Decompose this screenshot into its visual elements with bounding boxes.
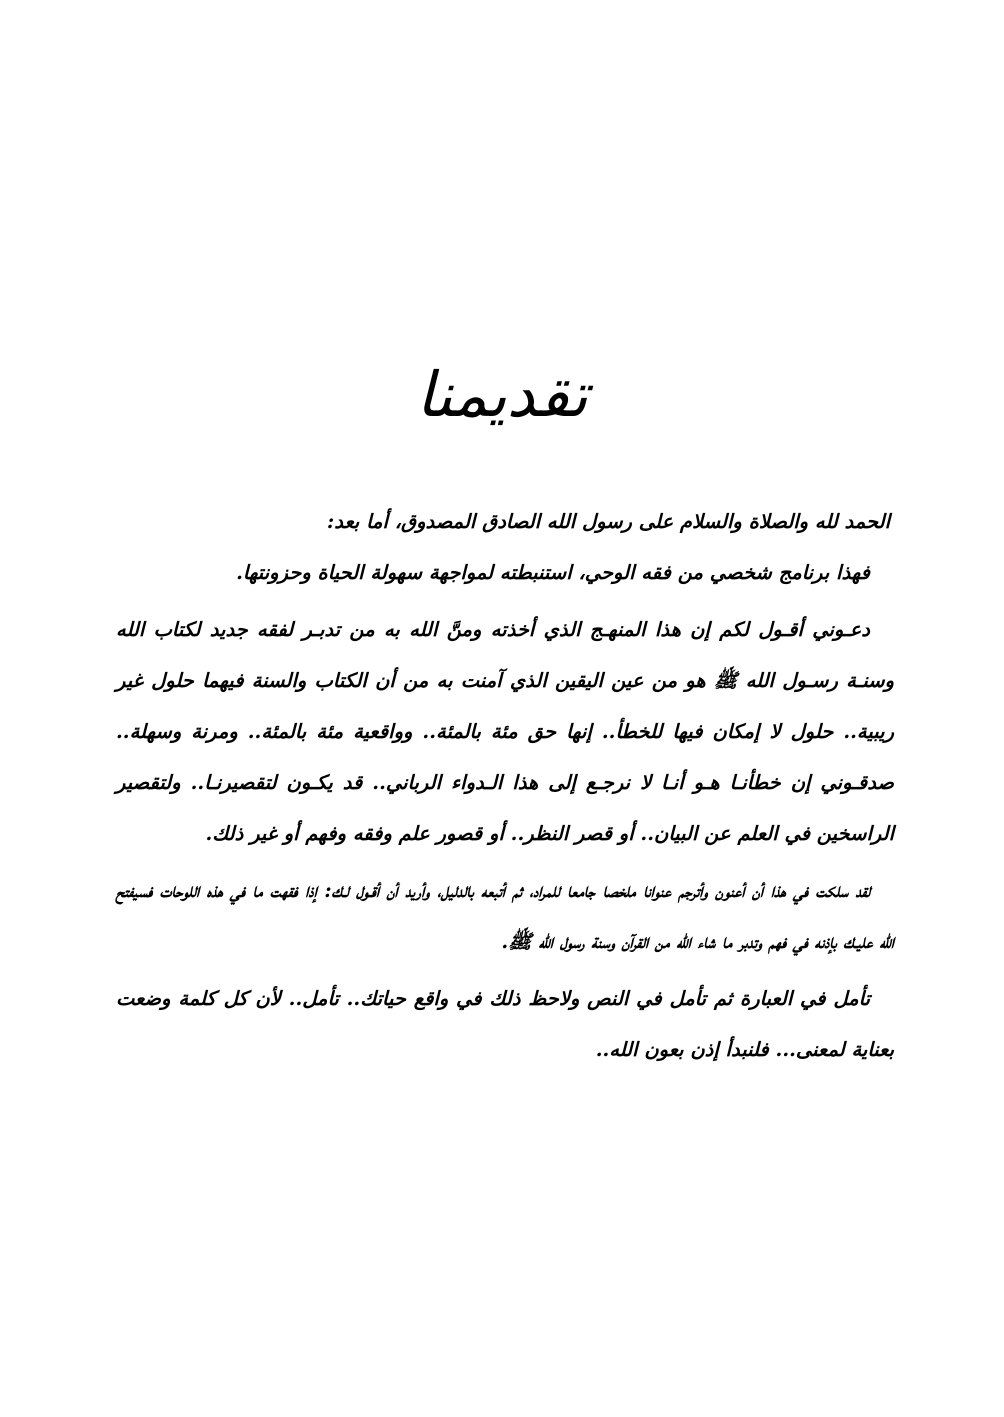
paragraph-approach: لقد سلكت في هذا أن أعنون وأترجم عنوانا ملخصا جامعا للمراد، ثم أتبعه بالدليل، وأريد أن أقـول لـك: إذا فقهت ما في هذه اللوحات فسيفتح الله عليـك بإذنه في فهم وتدبر ما شاء الله من القرآن وسنة رسول الله ﷺ.: [116, 879, 894, 953]
paragraph-closing: تأمل في العبارة ثم تأمل في النص ولاحظ ذلك في واقع حياتك.. تأمل.. لأن كل كلمة وضعت بعناية لمعنى... فلنبدأ إذن بعون الله..: [116, 987, 894, 1061]
paragraph-opening: الحمد لله والصلاة والسلام على رسول الله الصادق المصدوق، أما بعد:: [327, 510, 890, 533]
paragraph-method: دعـوني أقـول لكم إن هذا المنهـج الذي أخذته ومنَّ الله به من تدبـر لفقه جديد لكتاب الله وسنـة رسـول الله ﷺ هو من عين اليقين الذي آمنت به من أن الكتاب والسنة فيهما حلول غير ريبية.. حلول لا إمكان فيها للخطأ.. إنها حق مئة بالمئة.. وواقعية مئة بالمئة.. ومرنة وسهلة.. صدقـوني إن خطأنـا هـو أنـا لا نرجـع إلى هذا الـدواء الرباني.. قد يكـون لتقصيرنـا.. ولتقصير الراسخين في العلم عن البيان.. أو قصر النظر.. أو قصور علم وفقه وفهم أو غير ذلك.: [116, 618, 894, 845]
paragraph-program: فهذا برنامج شخصي من فقه الوحي، استنبطته لمواجهة سهولة الحياة وحزونتها.: [236, 561, 870, 584]
page-title: تقديمنا: [416, 358, 588, 431]
document-body: [116, 496, 894, 1075]
